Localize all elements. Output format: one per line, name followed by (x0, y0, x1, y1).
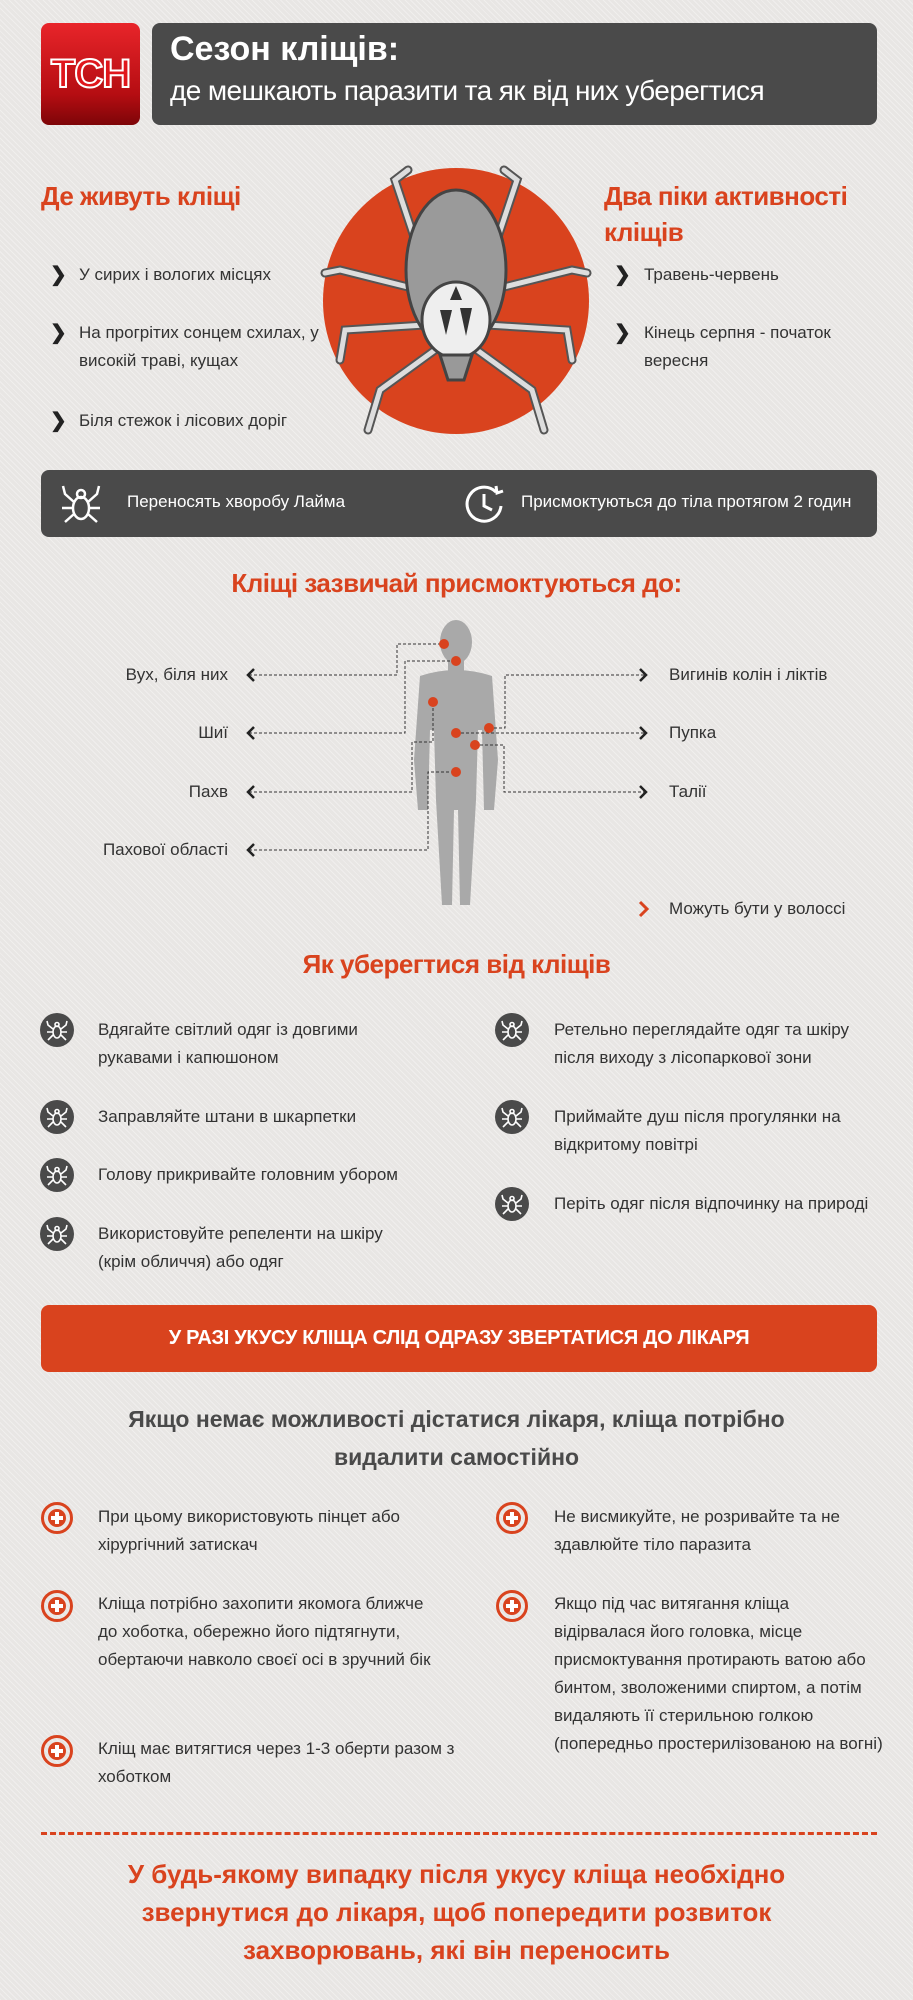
spot-label-waist: Талії (669, 782, 707, 801)
removal-item: При цьому використовують пінцет або хірургічний затискач (98, 1507, 401, 1554)
spot-marker (428, 697, 438, 707)
see-doctor-banner (41, 1305, 877, 1372)
tick-icon (59, 482, 103, 526)
tick-icon (495, 1013, 529, 1047)
prevention-item: Приймайте душ після прогулянки на відкритому повітрі (554, 1107, 841, 1154)
removal-title: Якщо немає можливості дістатися лікаря, кліща потрібно видалити самостійно (128, 1406, 785, 1470)
body-diagram (0, 600, 913, 920)
spot-label-armpits: Пахв (188, 782, 228, 801)
removal-item: Якщо під час витягання кліща відірвалася його головка, місце присмоктування протирають ватою або бинтом, зволоженими спиртом, а потім видаляють її стерильною голкою (попередньо простерилізованою на вогні) (554, 1594, 883, 1753)
page-subtitle: де мешкають паразити та як від них уберегтися (170, 75, 765, 106)
removal-item: Кліща потрібно захопити якомога ближче до хоботка, обережно його підтягнути, обертаючи навколо своєї осі в зручний бік (98, 1594, 431, 1669)
removal-item: Кліщ має витягтися через 1-3 оберти разом з хоботком (98, 1739, 455, 1786)
tick-icon (40, 1158, 74, 1192)
spot-label-hair: Можуть бути у волоссі (669, 899, 846, 918)
habitat-item: На прогрітих сонцем схилах, у високій траві, кущах (79, 323, 319, 370)
prevention-title: Як уберегтися від кліщів (302, 949, 611, 979)
peaks-item: Кінець серпня - початок вересня (644, 323, 831, 370)
prevention-item: Ретельно переглядайте одяг та шкіру після виходу з лісопаркової зони (554, 1020, 849, 1067)
prevention-item: Вдягайте світлий одяг із довгими рукавами і капюшоном (98, 1020, 358, 1067)
attach-time-fact: Присмоктуються до тіла протягом 2 годин (521, 492, 852, 511)
spot-marker (470, 740, 480, 750)
spot-marker (451, 656, 461, 666)
spot-label-knees-elbows: Вигинів колін і ліктів (669, 665, 828, 684)
spot-label-ears: Вух, біля них (125, 665, 228, 684)
page-title: Сезон кліщів: (170, 30, 400, 68)
removal-item: Не висмикуйте, не розривайте та не здавлюйте тіло паразита (554, 1507, 840, 1554)
plus-cross-icon (41, 1590, 73, 1622)
plus-cross-icon (496, 1590, 528, 1622)
lyme-fact: Переносять хворобу Лайма (127, 492, 346, 511)
tick-icon (40, 1217, 74, 1251)
chevron-right-icon: ❯ (614, 264, 631, 286)
dashed-divider (41, 1832, 877, 1835)
spot-label-groin: Пахової області (102, 840, 228, 859)
prevention-item: Періть одяг після відпочинку на природі (554, 1194, 869, 1213)
tick-icon (495, 1100, 529, 1134)
chevron-right-icon: ❯ (50, 322, 67, 344)
prevention-item: Використовуйте репеленти на шкіру (крім обличчя) або одяг (98, 1224, 383, 1271)
habitat-title: Де живуть кліщі (41, 181, 241, 211)
spot-marker (451, 728, 461, 738)
tick-icon (495, 1187, 529, 1221)
habitat-item: У сирих і вологих місцях (79, 265, 272, 284)
logo-text: ТСН (50, 51, 131, 96)
body-spots-title: Кліщі зазвичай присмоктуються до: (231, 568, 682, 598)
spot-marker (439, 639, 449, 649)
peaks-title: Два піки активності кліщів (604, 181, 848, 247)
tick-icon (40, 1013, 74, 1047)
peaks-item: Травень-червень (644, 265, 779, 284)
spot-label-neck: Шиї (198, 723, 228, 742)
banner-text: У РАЗІ УКУСУ КЛІЩА СЛІД ОДРАЗУ ЗВЕРТАТИСЯ ДО ЛІКАРЯ (168, 1327, 750, 1349)
final-note: У будь-якому випадку після укусу кліща необхідно звернутися до лікаря, щоб попередити розвиток захворювань, які він переносить (127, 1859, 786, 1965)
chevron-right-icon: ❯ (50, 264, 67, 286)
plus-cross-icon (41, 1502, 73, 1534)
plus-cross-icon (41, 1735, 73, 1767)
clock-icon (462, 482, 506, 526)
chevron-right-icon: ❯ (614, 322, 631, 344)
tick-icon (40, 1100, 74, 1134)
spot-label-navel: Пупка (669, 723, 717, 742)
tsn-logo (41, 23, 140, 125)
habitat-item: Біля стежок і лісових доріг (79, 411, 288, 430)
tick-illustration-icon (300, 160, 612, 440)
prevention-item: Заправляйте штани в шкарпетки (98, 1107, 357, 1126)
chevron-right-icon: ❯ (50, 410, 67, 432)
spot-marker (451, 767, 461, 777)
spot-marker (484, 723, 494, 733)
prevention-item: Голову прикривайте головним убором (98, 1165, 398, 1184)
plus-cross-icon (496, 1502, 528, 1534)
facts-bar (41, 470, 877, 537)
